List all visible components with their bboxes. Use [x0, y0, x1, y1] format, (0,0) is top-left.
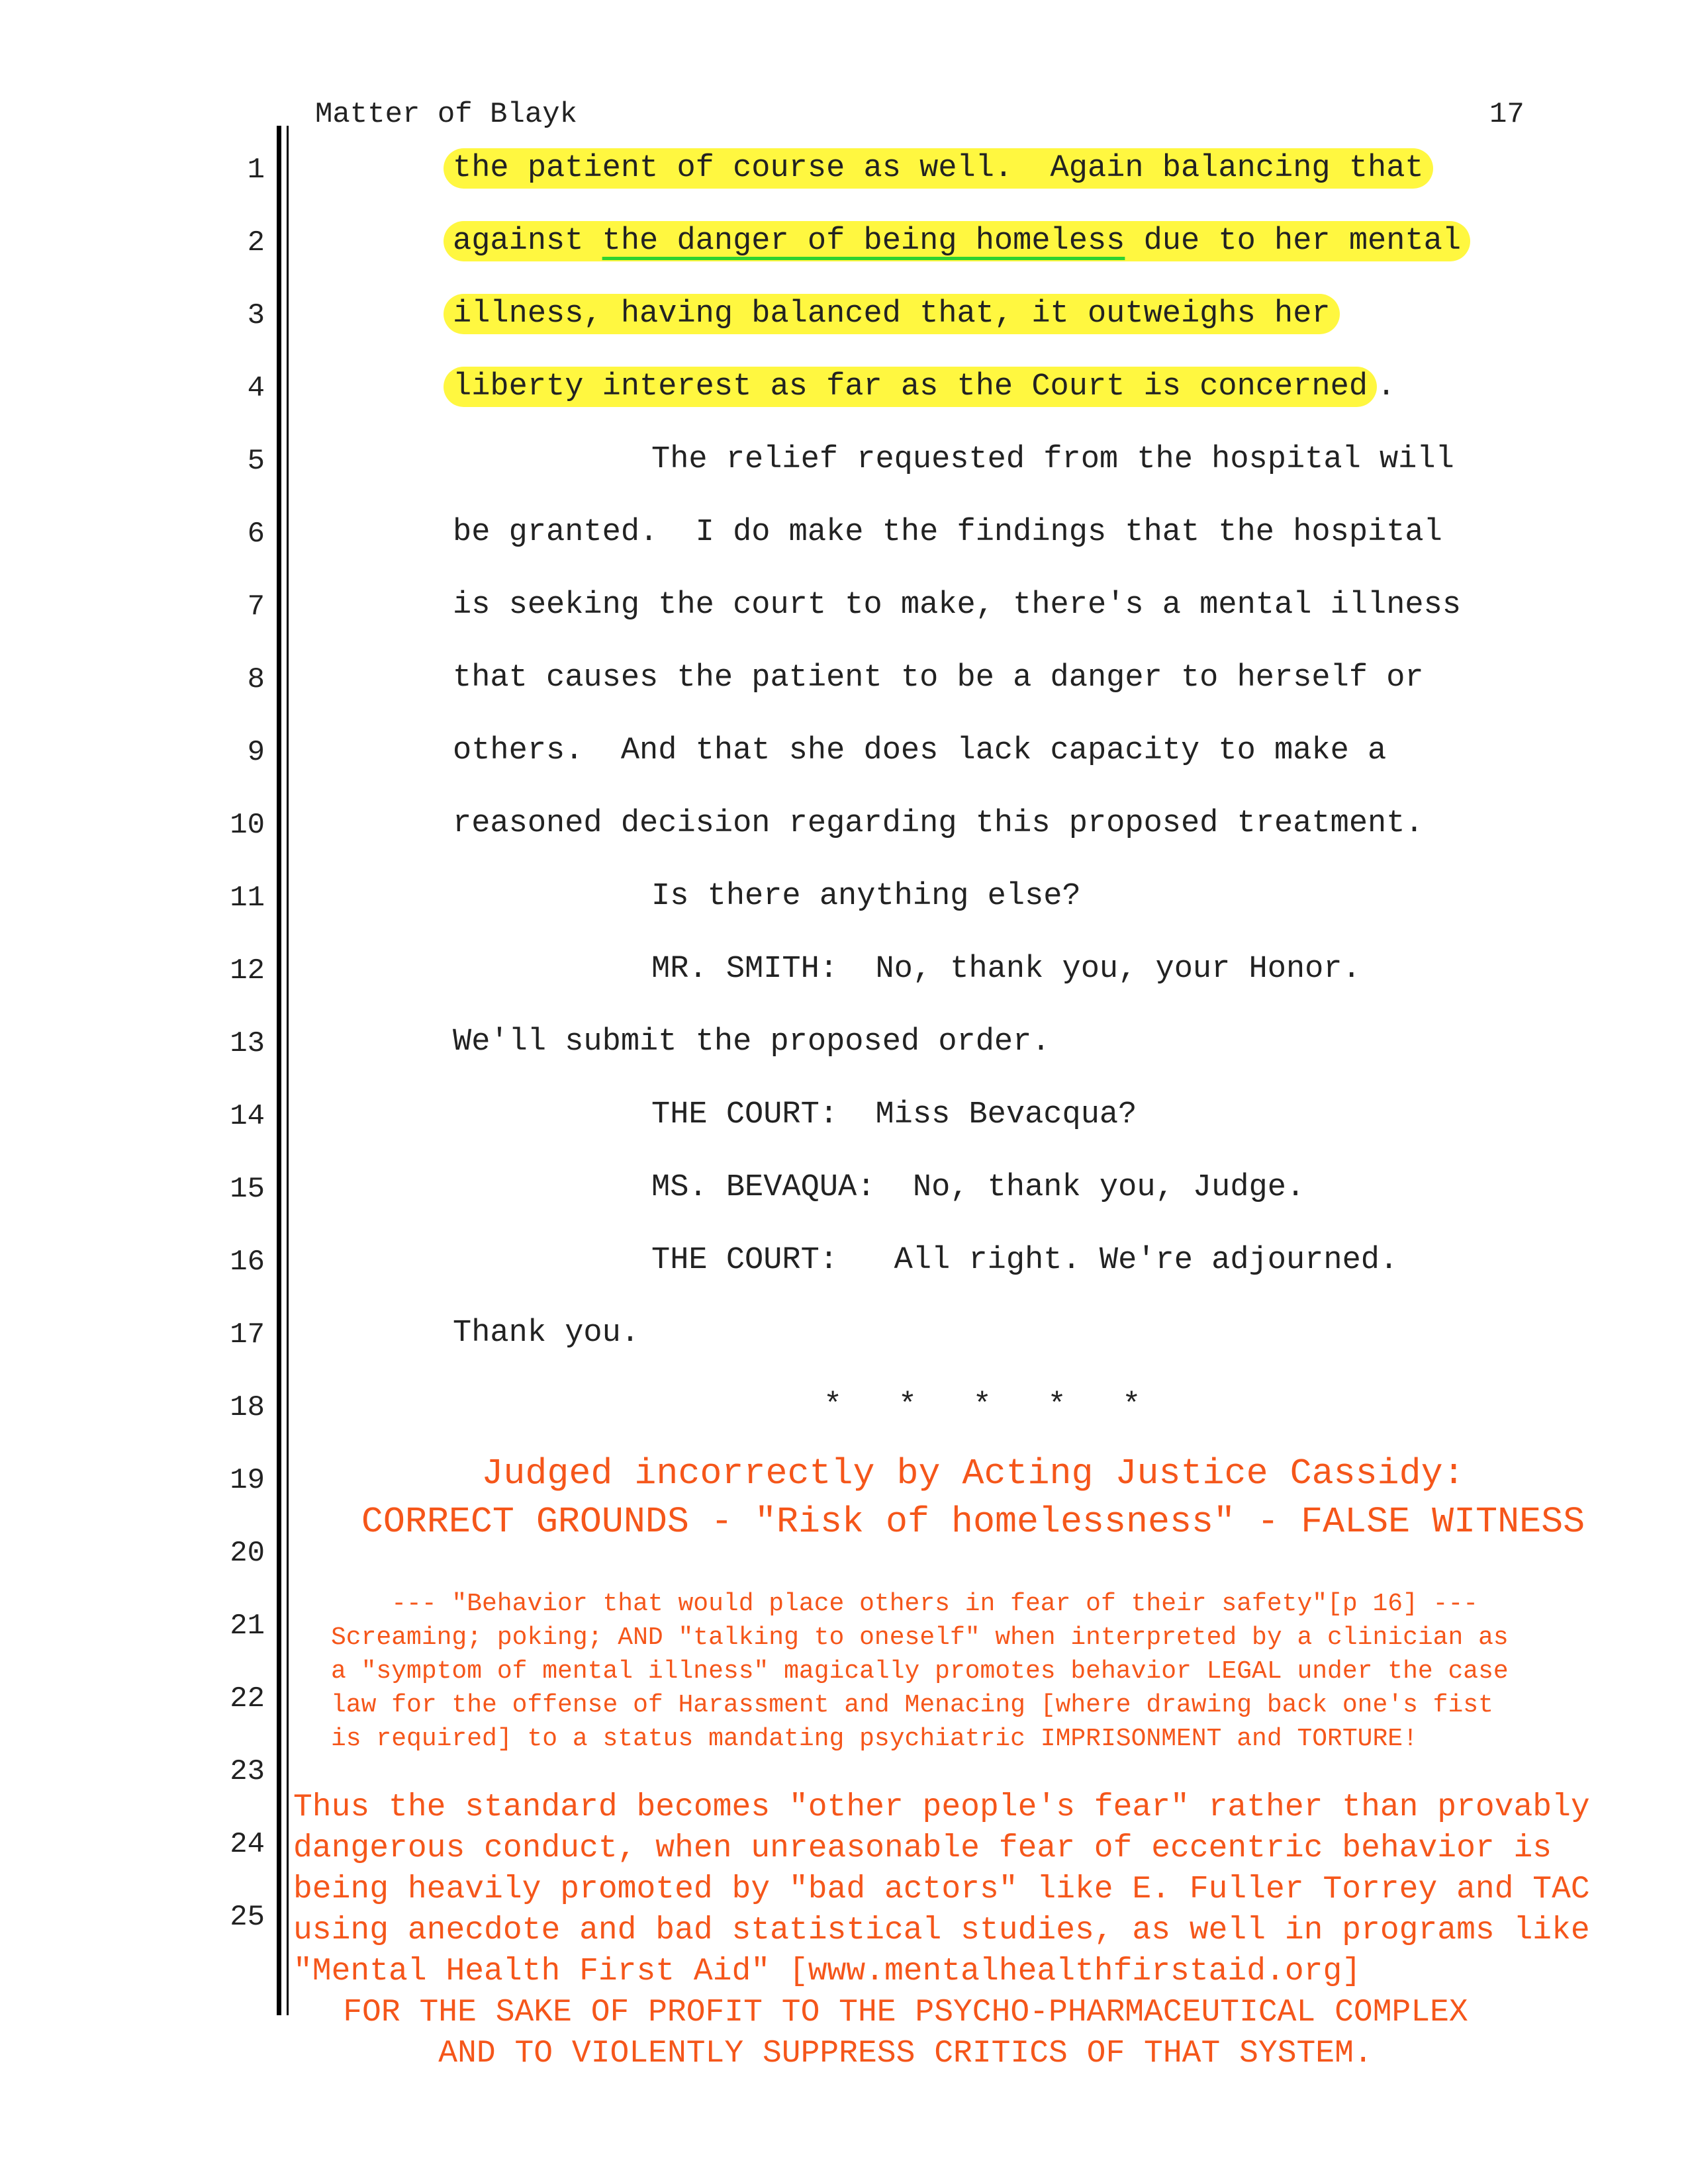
- line-number: 4: [247, 372, 265, 405]
- annotation-paragraph-line: dangerous conduct, when unreasonable fear of eccentric behavior is: [293, 1831, 1552, 1866]
- line-number: 20: [230, 1537, 265, 1570]
- transcript-line: others. And that she does lack capacity to make a: [453, 733, 1387, 768]
- line-number: 7: [247, 590, 265, 623]
- line-number: 13: [230, 1027, 265, 1060]
- margin-rule-thin: [287, 126, 289, 2015]
- annotation-quote-line: a "symptom of mental illness" magically promotes behavior LEGAL under the case: [331, 1657, 1509, 1686]
- line-number: 16: [230, 1246, 265, 1279]
- annotation-paragraph-line: being heavily promoted by "bad actors" like E. Fuller Torrey and TAC: [293, 1872, 1590, 1907]
- transcript-line: THE COURT: Miss Bevacqua?: [651, 1097, 1137, 1132]
- margin-rule-thick: [277, 126, 281, 2015]
- line-number: 14: [230, 1100, 265, 1133]
- text-segment: due to her mental: [1125, 224, 1462, 259]
- line-number: 1: [247, 154, 265, 187]
- line-number: 5: [247, 445, 265, 478]
- line-number: 18: [230, 1391, 265, 1424]
- line-number: 11: [230, 882, 265, 915]
- line-number: 15: [230, 1173, 265, 1206]
- transcript-line: We'll submit the proposed order.: [453, 1024, 1051, 1060]
- annotation-paragraph-line: "Mental Health First Aid" [www.mentalhealthfirstaid.org]: [293, 1954, 1362, 1989]
- annotation-quote-line: law for the offense of Harassment and Menacing [where drawing back one's fist: [331, 1691, 1493, 1719]
- line-number: 2: [247, 226, 265, 259]
- annotation-paragraph-line: AND TO VIOLENTLY SUPPRESS CRITICS OF THAT SYSTEM.: [438, 2036, 1373, 2071]
- transcript-line: [444, 367, 1395, 407]
- line-number: 22: [230, 1682, 265, 1715]
- annotation-headline: CORRECT GROUNDS - "Risk of homelessness" - FALSE WITNESS: [361, 1501, 1585, 1543]
- annotation-quote-line: is required] to a status mandating psychiatric IMPRISONMENT and TORTURE!: [331, 1725, 1418, 1753]
- line-number: 24: [230, 1828, 265, 1861]
- transcript-line: MR. SMITH: No, thank you, your Honor.: [651, 952, 1361, 987]
- highlighted-text: liberty interest as far as the Court is concerned: [444, 367, 1377, 407]
- line-number: 6: [247, 518, 265, 551]
- line-number: 25: [230, 1901, 265, 1934]
- annotation-paragraph-line: using anecdote and bad statistical studies, as well in programs like: [293, 1913, 1590, 1948]
- transcript-line: Is there anything else?: [651, 879, 1081, 914]
- annotation-paragraph-line: Thus the standard becomes "other people's fear" rather than provably: [293, 1790, 1590, 1825]
- transcript-line: is seeking the court to make, there's a mental illness: [453, 588, 1462, 623]
- transcript-line: The relief requested from the hospital will: [651, 442, 1454, 477]
- transcript-line: [444, 222, 1470, 261]
- line-number: 21: [230, 1610, 265, 1643]
- line-number: 3: [247, 299, 265, 332]
- highlighted-text: the patient of course as well. Again balancing that: [444, 148, 1433, 189]
- highlighted-text: [444, 221, 1470, 261]
- annotation-quote-line: --- "Behavior that would place others in fear of their safety"[p 16] ---: [331, 1590, 1479, 1618]
- page-number: 17: [1489, 98, 1524, 131]
- line-number: 9: [247, 736, 265, 769]
- transcript-line: THE COURT: All right. We're adjourned.: [651, 1243, 1399, 1278]
- annotation-paragraph-line: FOR THE SAKE OF PROFIT TO THE PSYCHO-PHARMACEUTICAL COMPLEX: [343, 1995, 1468, 2030]
- section-break: * * * * *: [823, 1388, 1141, 1424]
- case-title: Matter of Blayk: [315, 98, 578, 131]
- line-number: 23: [230, 1755, 265, 1788]
- transcript-line: [444, 295, 1340, 334]
- annotation-headline: Judged incorrectly by Acting Justice Cassidy:: [481, 1453, 1465, 1494]
- transcript-line: Thank you.: [453, 1316, 640, 1351]
- transcript-line: MS. BEVAQUA: No, thank you, Judge.: [651, 1170, 1305, 1205]
- transcript-line: be granted. I do make the findings that the hospital: [453, 515, 1442, 550]
- line-number: 17: [230, 1318, 265, 1351]
- transcript-line: [444, 149, 1433, 189]
- line-number: 19: [230, 1464, 265, 1497]
- transcript-line: reasoned decision regarding this proposed treatment.: [453, 806, 1424, 841]
- line-number: 10: [230, 809, 265, 842]
- underlined-phrase: the danger of being homeless: [602, 224, 1125, 259]
- annotation-quote-line: Screaming; poking; AND "talking to oneself" when interpreted by a clinician as: [331, 1623, 1509, 1652]
- text-segment: against: [453, 224, 602, 259]
- text-segment: .: [1377, 369, 1396, 404]
- highlighted-text: illness, having balanced that, it outweighs her: [444, 294, 1340, 334]
- line-number: 8: [247, 663, 265, 696]
- transcript-line: that causes the patient to be a danger to herself or: [453, 660, 1424, 696]
- line-number: 12: [230, 954, 265, 987]
